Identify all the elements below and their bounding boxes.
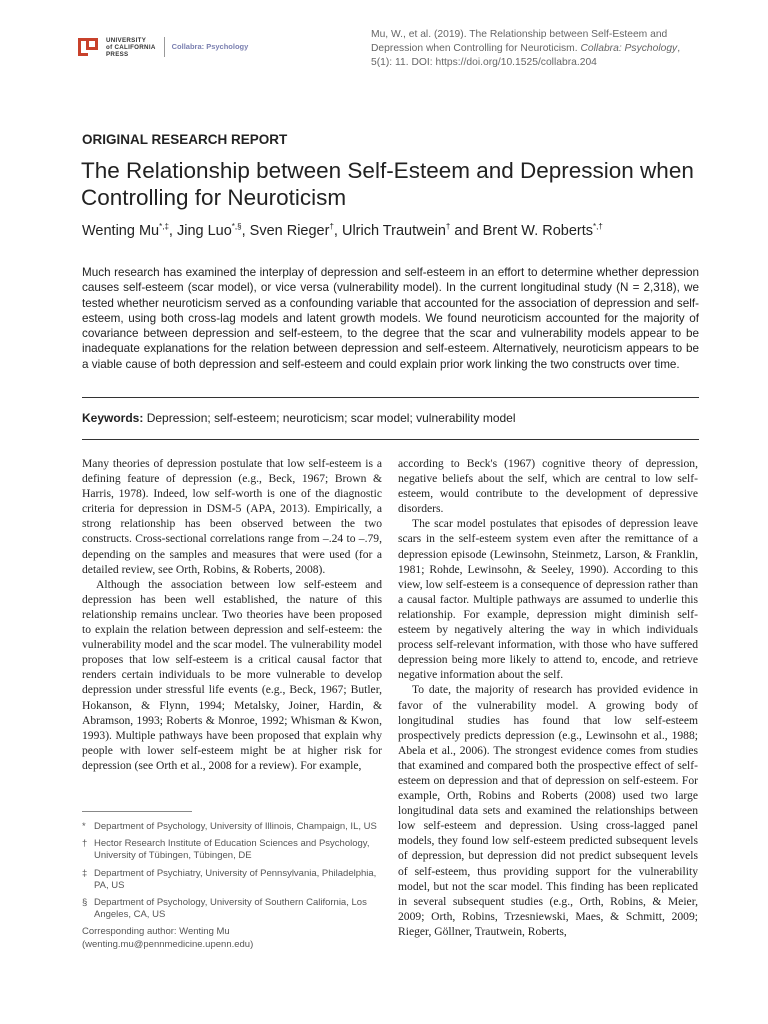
- corresponding-author: Corresponding author: Wenting Mu (wenting.mu@pennmedicine.upenn.edu): [82, 926, 382, 950]
- corresponding-email[interactable]: (wenting.mu@pennmedicine.upenn.edu): [82, 938, 254, 950]
- author: Brent W. Roberts*,†: [482, 222, 603, 239]
- author: Jing Luo*,§,: [176, 222, 250, 239]
- page-header: [78, 28, 698, 78]
- divider: [82, 397, 699, 398]
- citation-journal: Collabra: Psychology: [580, 43, 678, 54]
- keywords-list: Depression; self-esteem; neuroticism; scar model; vulnerability model: [146, 411, 516, 425]
- body-column-left: [82, 456, 382, 773]
- citation: Mu, W., et al. (2019). The Relationship between Self-Esteem and Depression when Controlling for Neuroticism. Collabra: Psychology, 5(1): 11. DOI: https://doi.org/10.1525/collabra.204: [371, 29, 681, 68]
- paragraph: Many theories of depression postulate that low self-esteem is a defining feature of depression (e.g., Beck, 1967; Brown & Harris, 1978). Indeed, low self-worth is one of the diagnostic criteria for depression in DSM-5 (APA, 2013). Empirically, a strong relationship has been observed between the two constructs. Cross-sectional correlations range from –.24 to –.79, depending on the samples and measures that were used (for a detailed review, see Orth, Robins, & Roberts, 2008).: [82, 457, 382, 576]
- paragraph: The scar model postulates that episodes of depression leave scars in the self-esteem system even after the remittance of a depression episode (Lewinsohn, Steinmetz, Larson, & Franklin, 1981; Rohde, Lewinsohn, & Seeley, 1990). According to this view, low self-esteem is a consequence of depression rather than a causal factor. Multiple pathways are assumed to underlie this relationship. For example, depression might diminish self-esteem by negatively altering the way in which individuals process self-relevant information, with those who have suffered depression being more likely to attend to, encode, and retrieve negative information about the self.: [398, 517, 698, 682]
- paragraph: according to Beck's (1967) cognitive theory of depression, negative beliefs about the self, which are central to low self-esteem, would contribute to the development of depressive disorders.: [398, 457, 698, 516]
- paragraph: To date, the majority of research has provided evidence in favor of the vulnerability model. A growing body of longitudinal studies has found that low self-esteem prospectively predicts depression (e.g., Lewinsohn et al., 1988; Abela et al., 2006). The strongest evidence comes from studies that examined and compared both the prospective effect of self-esteem on depression and that of depression on self-esteem. For example, Orth, Robins and Roberts (2008) used two large longitudinal data sets and examined the relationships between low self-esteem and depression. Using cross-lagged panel models, they found low self-esteem predicted subsequent levels of depression, but depression did not predict subsequent levels of self-esteem, thus providing support for the vulnerability model, but not the scar model. This finding has been replicated in several subsequent studies (e.g., Orth, Robins, & Meier, 2009; Orth, Robins, Trzesniewski, Maes, & Schmitt, 2009; Rieger, Göllner, Trautwein, Roberts,: [398, 683, 698, 938]
- divider: [82, 439, 699, 440]
- publisher-name: UNIVERSITY of CALIFORNIA PRESS: [106, 36, 156, 58]
- affiliation: * Department of Psychology, University of Illinois, Champaign, IL, US: [82, 821, 377, 832]
- publisher-logo[interactable]: [78, 36, 248, 58]
- paragraph: Although the association between low self-esteem and depression has been well established, the nature of this relationship remains unclear. Two theories have been proposed to explain the relation between depression and self-esteem: the vulnerability model and the scar model. The vulnerability model proposes that low self-esteem is a critical causal factor that renders certain individuals to be more vulnerable to develop depression under stressful life events (e.g., Beck, 1967; Butler, Hokanson, & Flynn, 1994; Metalsky, Joiner, Hardin, & Abramson, 1993; Roberts & Monroe, 1992; Whisman & Kwon, 1993). Multiple pathways have been proposed that explain why people with lower self-esteem might be at higher risk for depression (see Orth et al., 2008 for a review). For example,: [82, 577, 382, 772]
- abstract: Much research has examined the interplay of depression and self-esteem in an effort to determine whether depression causes self-esteem (scar model), or vice versa (vulnerability model). In the current longitudinal study (N = 2,318), we tested whether neuroticism served as a confounding variable that accounted for the association of depression and self-esteem, using both cross-lag models and latent growth models. We found neuroticism accounted for the majority of covariance between depression and self-esteem, to the degree that the scar and vulnerability models appear to be inadequate explanations for the relation between depression and self-esteem. Alternatively, neuroticism appears to be a viable cause of both depression and self-esteem and could explain prior work linking the two constructs over time.: [82, 266, 699, 371]
- journal-name[interactable]: Collabra: Psychology: [164, 37, 249, 57]
- body-column-right: [398, 456, 698, 939]
- article-title: The Relationship between Self-Esteem and Depression when Controlling for Neuroticism: [81, 158, 694, 210]
- author: Ulrich Trautwein† and: [341, 222, 483, 239]
- affiliations: [82, 821, 382, 951]
- affiliation: † Hector Research Institute of Education Sciences and Psychology, University of Tübingen, Tübingen, DE: [82, 838, 370, 862]
- keywords-label: Keywords:: [82, 411, 144, 425]
- affiliation: § Department of Psychology, University of Southern California, Los Angeles, CA, US: [82, 897, 367, 921]
- author: Sven Rieger†,: [249, 222, 342, 239]
- author-list: [82, 222, 603, 239]
- affiliation: ‡ Department of Psychiatry, University of Pennsylvania, Philadelphia, PA, US: [82, 867, 377, 891]
- author: Wenting Mu*,‡,: [82, 222, 177, 239]
- footnote-divider: [82, 811, 192, 812]
- ucpress-logo-icon: [78, 36, 100, 58]
- article-type: ORIGINAL RESEARCH REPORT: [82, 132, 288, 147]
- keywords: [82, 411, 516, 425]
